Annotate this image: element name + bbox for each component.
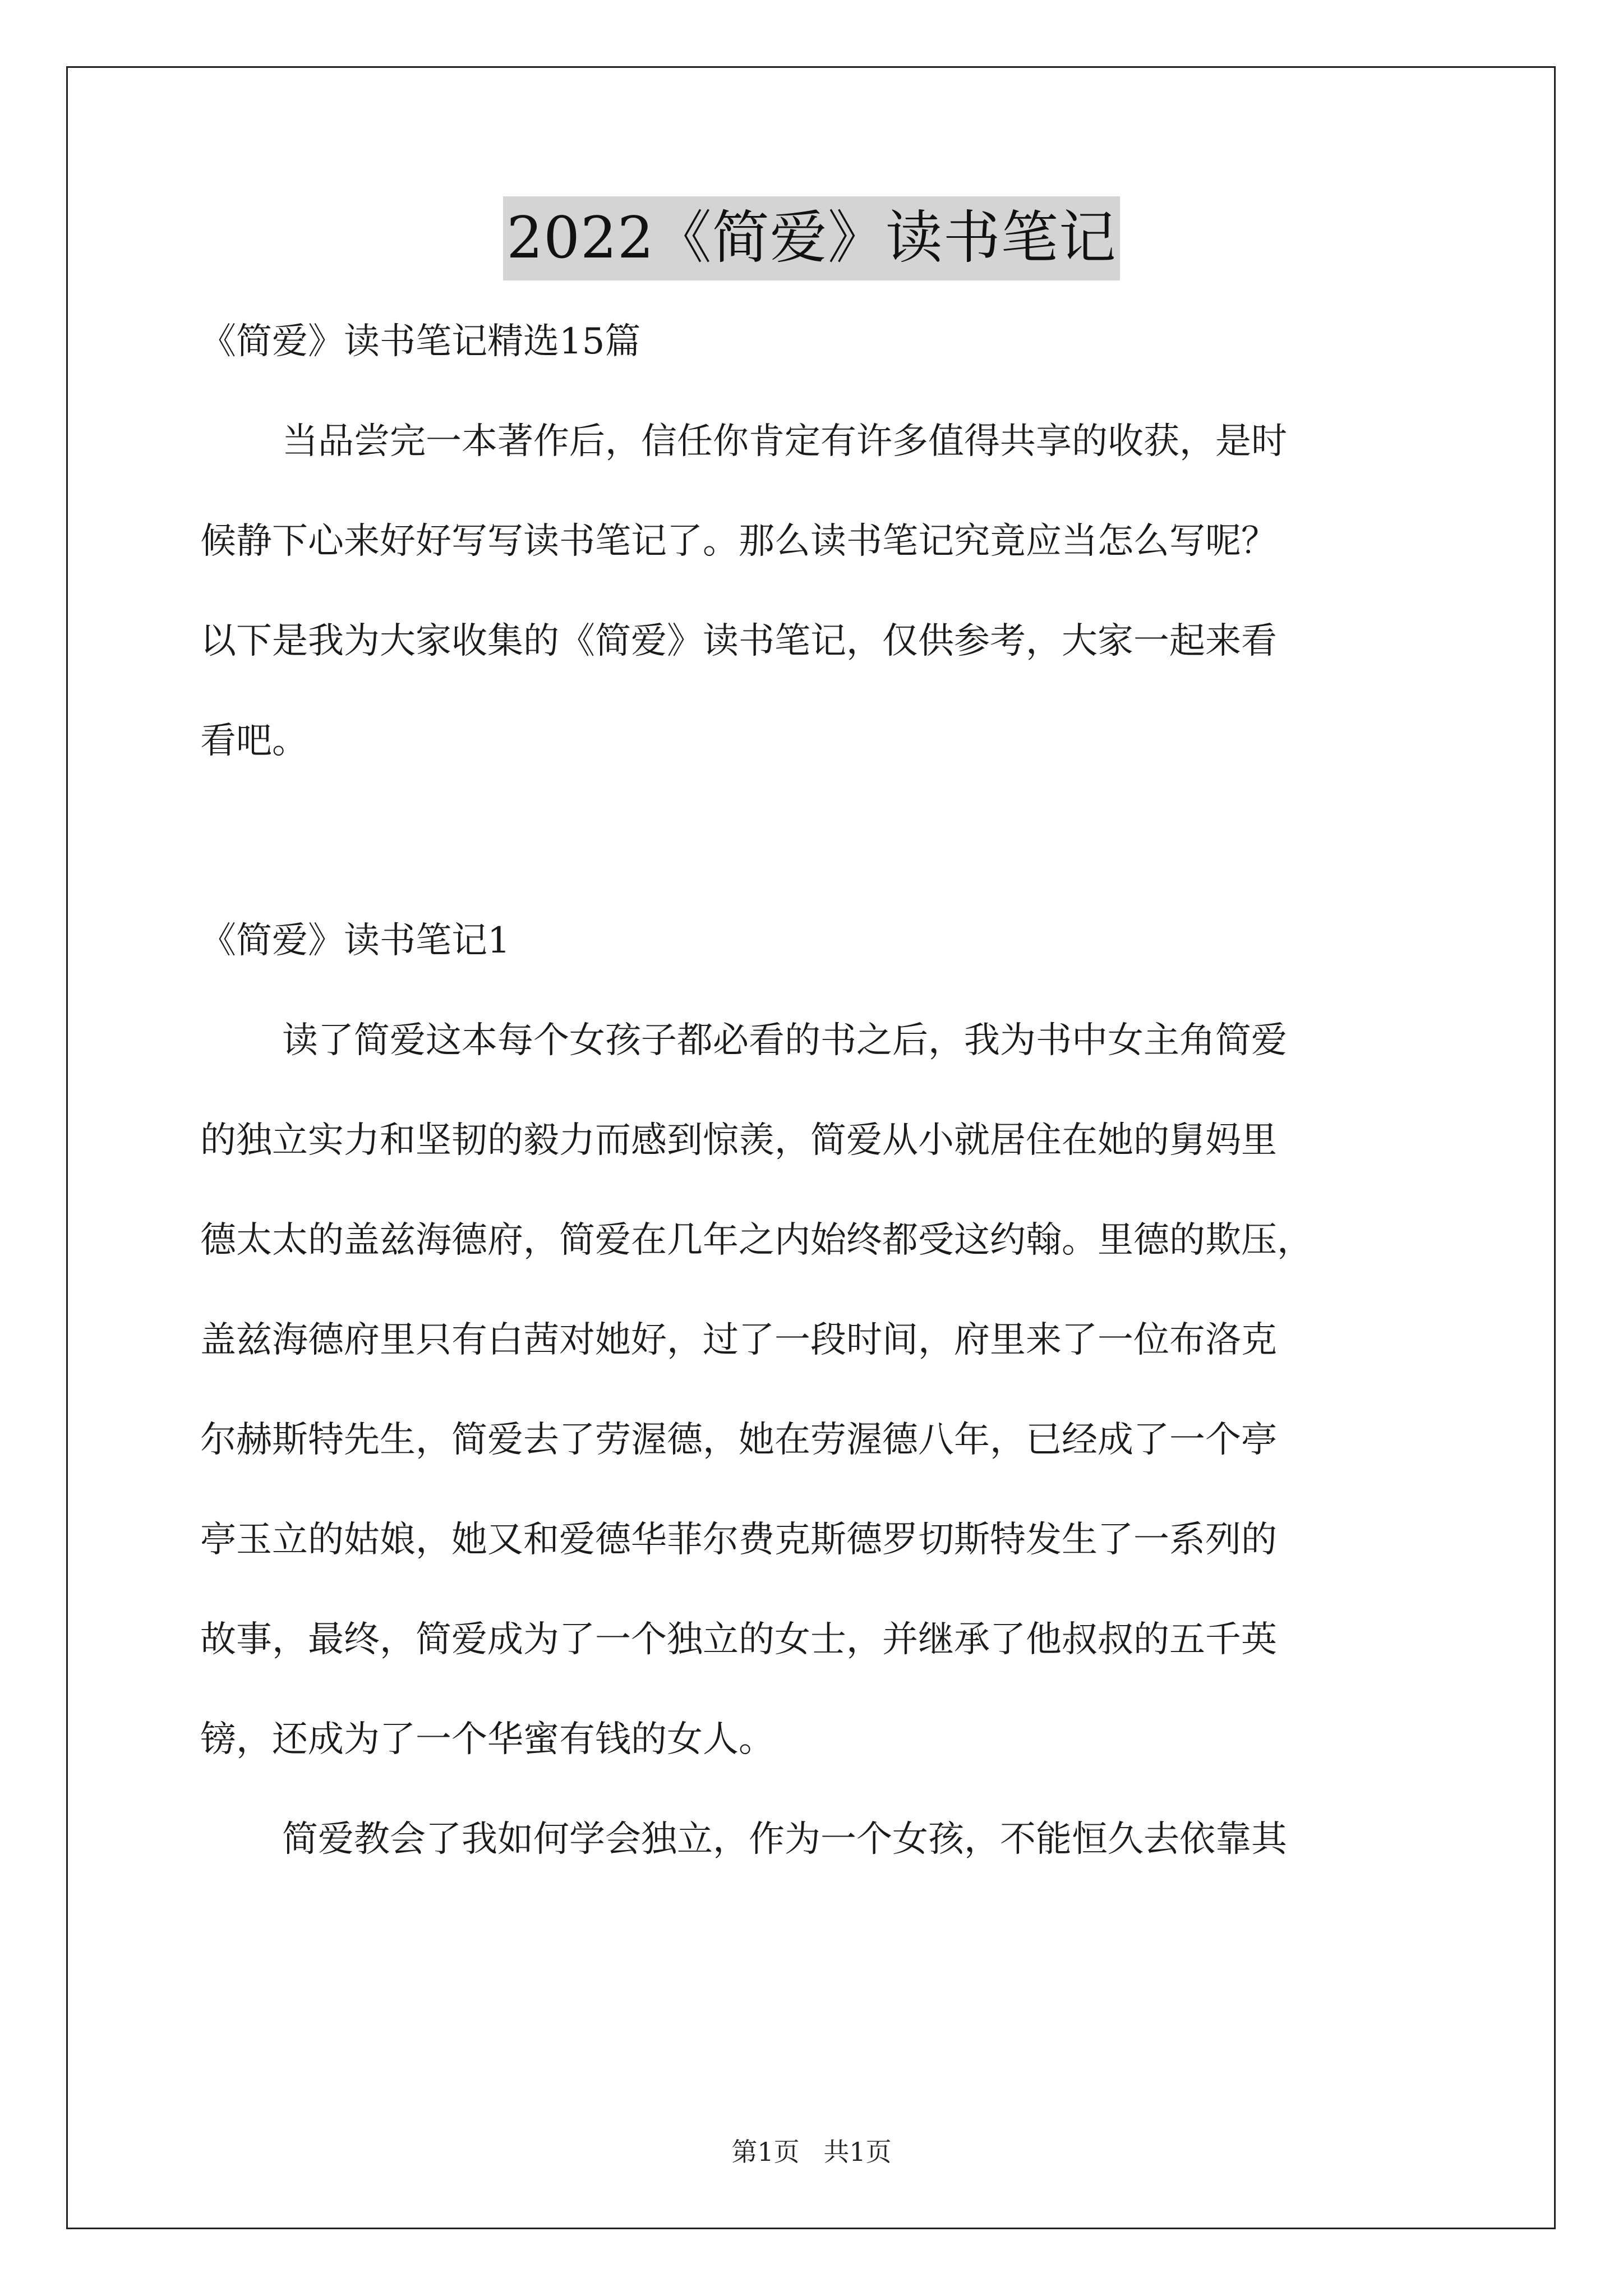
paragraph-line: 亭玉立的姑娘，她又和爱德华菲尔费克斯德罗切斯特发生了一系列的: [200, 1519, 1277, 1561]
page-number-total: 共1页: [823, 2137, 892, 2167]
paragraph-gap: [200, 791, 1434, 891]
paragraph-line: 镑，还成为了一个华蜜有钱的女人。: [200, 1719, 774, 1760]
document-subtitle: 《简爱》读书笔记精选15篇: [200, 321, 641, 362]
document-title: 2022《简爱》读书笔记: [503, 196, 1120, 280]
paragraph-line: 故事，最终，简爱成为了一个独立的女士，并继承了他叔叔的五千英: [200, 1619, 1277, 1660]
intro-line: 候静下心来好好写写读书笔记了。那么读书笔记究竟应当怎么写呢？: [200, 521, 1277, 562]
document-body: [200, 292, 1434, 1889]
page-number-current: 第1页: [731, 2137, 800, 2167]
paragraph-line: 读了简爱这本每个女孩子都必看的书之后，我为书中女主角简爱: [282, 1020, 1287, 1061]
paragraph-line: 德太太的盖兹海德府，简爱在几年之内始终都受这约翰。里德的欺压，: [200, 1220, 1313, 1261]
title-block: [0, 196, 1623, 280]
paragraph-line: 尔赫斯特先生，简爱去了劳渥德，她在劳渥德八年，已经成了一个亭: [200, 1419, 1277, 1461]
paragraph-line: 简爱教会了我如何学会独立，作为一个女孩，不能恒久去依靠其: [282, 1819, 1287, 1860]
paragraph-line: 的独立实力和坚韧的毅力而感到惊羡，简爱从小就居住在她的舅妈里: [200, 1120, 1277, 1161]
intro-line: 当品尝完一本著作后，信任你肯定有许多值得共享的收获，是时: [282, 421, 1287, 462]
intro-line: 看吧。: [200, 720, 308, 762]
intro-line: 以下是我为大家收集的《简爱》读书笔记，仅供参考，大家一起来看: [200, 620, 1277, 662]
page-footer: [0, 2132, 1623, 2169]
section-heading: 《简爱》读书笔记1: [200, 920, 510, 961]
paragraph-line: 盖兹海德府里只有白茜对她好，过了一段时间，府里来了一位布洛克: [200, 1319, 1277, 1361]
